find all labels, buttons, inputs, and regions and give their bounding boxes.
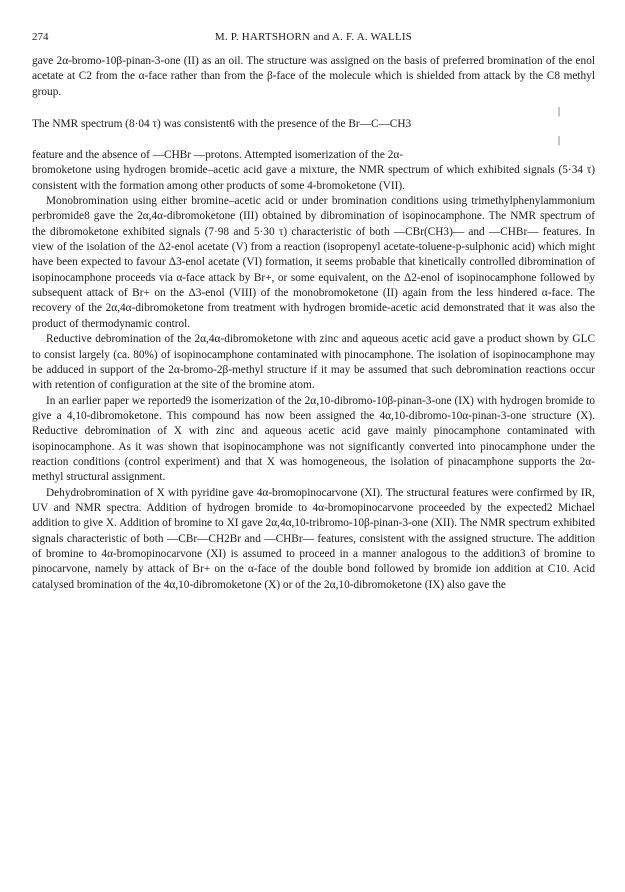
page-header: [32, 30, 595, 46]
nmr-line-continuation: feature and the absence of —CHBr —protons. Attempted isomerization of the 2α-: [32, 149, 404, 162]
running-head: M. P. HARTSHORN and A. F. A. WALLIS: [214, 31, 413, 43]
paragraph-4: Reductive debromination of the 2α,4α-dibromoketone with zinc and aqueous acetic acid gave a product shown by GLC to consist largely (ca. 80%) of isopinocamphone contaminated with pinocamphone. The isolation of isopinocamphone may be adduced in support of the 2α-bromo-2β-methyl structure if it may be assumed that such debromination reactions occur with retention of configuration at the site of the bromine atom.: [32, 333, 595, 392]
paragraph-6: Dehydrobromination of X with pyridine gave 4α-bromopinocarvone (XI). The structural features were confirmed by IR, UV and NMR spectra. Addition of hydrogen bromide to 4α-bromopinocarvone proceeded by the expected2 Michael addition to give X. Addition of bromine to XI gave 2α,4α,10-tribromo-10β-pinan-3-one (XII). The NMR spectrum exhibited signals characteristic of both —CBr—CH2Br and —CHBr— features, consistent with the assigned structure. The addition of bromine to 4α-bromopinocarvone (XI) is assumed to proceed in a manner analogous to the addition3 of bromine to pinocarvone, namely by attack of Br+ on the α-face of the double bond followed by bromide ion addition at C10. Acid catalysed bromination of the 4α,10-dibromoketone (X) or of the 2α,10-dibromoketone (IX) also gave the: [32, 486, 595, 591]
nmr-structure-line: [32, 102, 595, 148]
nmr-line-text: The NMR spectrum (8·04 τ) was consistent6 with the presence of the Br—C—CH3: [32, 118, 412, 131]
paragraph-5: In an earlier paper we reported9 the isomerization of the 2α,10-dibromo-10β-pinan-3-one (IX) with hydrogen bromide to give a 4,10-dibromoketone. This compound has now been assigned the 4α,10-dibromo-10α-pinan-3-one structure (X). Reductive debromination of X with zinc and aqueous acetic acid gave mainly pinocamphone contaminated with isopinocamphone. As it was shown that isopinocamphone was not significantly converted into pinocamphone under the reaction conditions (control experiment) and that X was homogeneous, the isolation of pinacamphone supports the 2α-methyl structural assignment.: [32, 394, 595, 484]
bond-below: |: [558, 135, 561, 147]
paragraph-3: Monobromination using either bromine–acetic acid or under bromination conditions using trimethylphenylammonium perbromide8 gave the 2α,4α-dibromoketone (III) obtained by dibromination of isopinocamphone. The NMR spectrum of the dibromoketone exhibited signals (7·98 and 5·30 τ) characteristic of both —CBr(CH3)— and —CHBr— features. In view of the isolation of the Δ2-enol acetate (V) from a reaction (isopropenyl acetate-toluene-p-sulphonic acid) which might have been expected to favour Δ3-enol acetate (VI) formation, it seems probable that kinetically controlled dibromination of isopinocamphone proceeds via α-face attack by Br+, or some equivalent, on the Δ2-enol of isopinocamphone followed by subsequent attack of Br+ on the Δ3-enol (VIII) of the monobromoketone (II) again from the less hindered α-face. The recovery of the 2α,4α-dibromoketone from treatment with hydrogen bromide-acetic acid demonstrated that it was also the product of thermodynamic control.: [32, 195, 595, 330]
paragraph-2: bromoketone using hydrogen bromide–acetic acid gave a mixture, the NMR spectrum of which exhibited signals (5·34 τ) consistent with the formation among other products of some 4-bromoketone (VII).: [32, 164, 595, 192]
paragraph-1: gave 2α-bromo-10β-pinan-3-one (II) as an oil. The structure was assigned on the basis of preferred bromination of the enol acetate at C2 from the α-face rather than from the β-face of the molecule which is shielded from attack by the C8 methyl group.: [32, 55, 595, 98]
bond-above: |: [558, 106, 561, 118]
page-number: 274: [32, 31, 49, 43]
